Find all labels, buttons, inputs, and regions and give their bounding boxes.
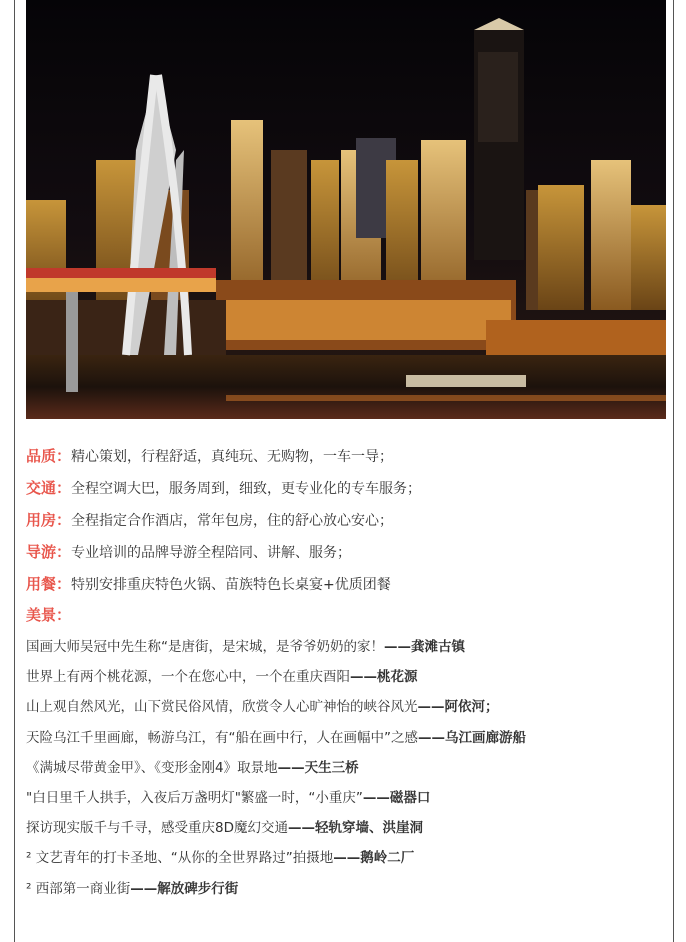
- sight-name: ——桃花源: [350, 669, 418, 686]
- sight-name: ——轻轨穿墙、洪崖洞: [287, 820, 423, 837]
- sights-list: [26, 632, 666, 904]
- sight-name: ——解放碑步行街: [130, 880, 239, 897]
- chongqing-night-photo: [26, 0, 666, 419]
- list-item: [26, 753, 666, 783]
- sight-desc: 《满城尽带黄金甲》、《变形金刚4》取景地: [26, 759, 278, 776]
- feature-text: 精心策划，行程舒适，真纯玩、无购物，一车一导；: [71, 449, 394, 465]
- feature-guide: [26, 536, 666, 568]
- feature-quality: [26, 440, 666, 472]
- list-item: [26, 662, 666, 692]
- list-item: [26, 813, 666, 843]
- features-list: [26, 440, 666, 630]
- feature-label: 用餐：: [26, 575, 72, 593]
- feature-dining: [26, 568, 666, 600]
- feature-transport: [26, 472, 666, 504]
- list-item: [26, 632, 666, 662]
- sight-name: ——鹅岭二厂: [333, 850, 415, 867]
- feature-label: 导游：: [26, 543, 72, 561]
- feature-text: 专业培训的品牌导游全程陪同、讲解、服务；: [71, 545, 352, 561]
- feature-text: 全程空调大巴，服务周到，细致，更专业化的专车服务；: [71, 481, 422, 497]
- sight-desc: 山上观自然风光，山下赏民俗风情，欣赏令人心旷神怡的峡谷风光: [26, 699, 418, 716]
- sight-name: ——龚滩古镇: [384, 639, 465, 655]
- sight-desc: 天险乌江千里画廊，畅游乌江，有“船在画中行，人在画幅中”之感: [26, 729, 418, 746]
- list-item: [26, 874, 666, 904]
- sight-desc: 世界上有两个桃花源，一个在您心中，一个在重庆酉阳: [26, 669, 350, 686]
- scenic-heading: 美景：: [26, 606, 72, 624]
- sight-name: ——磁器口: [362, 789, 431, 806]
- sight-desc: ² 文艺青年的打卡圣地、“从你的全世界路过”拍摄地: [26, 850, 334, 867]
- list-item: [26, 723, 666, 753]
- feature-label: 交通：: [26, 479, 72, 497]
- sight-desc: "白日里千人拱手，入夜后万盏明灯"繁盛一时，“小重庆”: [26, 789, 363, 806]
- sight-name: ——天生三桥: [277, 759, 359, 776]
- sight-name: ——乌江画廊游船: [418, 729, 526, 746]
- list-item: [26, 692, 666, 722]
- list-item: [26, 783, 666, 813]
- feature-lodging: [26, 504, 666, 536]
- sight-desc: 国画大师吴冠中先生称“是唐街，是宋城，是爷爷奶奶的家！: [26, 639, 384, 655]
- sight-name: ——阿依河；: [417, 699, 499, 716]
- list-item: [26, 843, 666, 873]
- feature-text: 全程指定合作酒店，常年包房，住的舒心放心安心；: [71, 513, 394, 529]
- feature-text: 特别安排重庆特色火锅、苗族特色长桌宴+优质团餐: [71, 577, 391, 593]
- sight-desc: ² 西部第一商业街: [26, 880, 131, 897]
- sight-desc: 探访现实版千与千寻，感受重庆8D魔幻交通: [26, 820, 288, 837]
- feature-label: 品质：: [26, 447, 72, 465]
- feature-label: 用房：: [26, 511, 72, 529]
